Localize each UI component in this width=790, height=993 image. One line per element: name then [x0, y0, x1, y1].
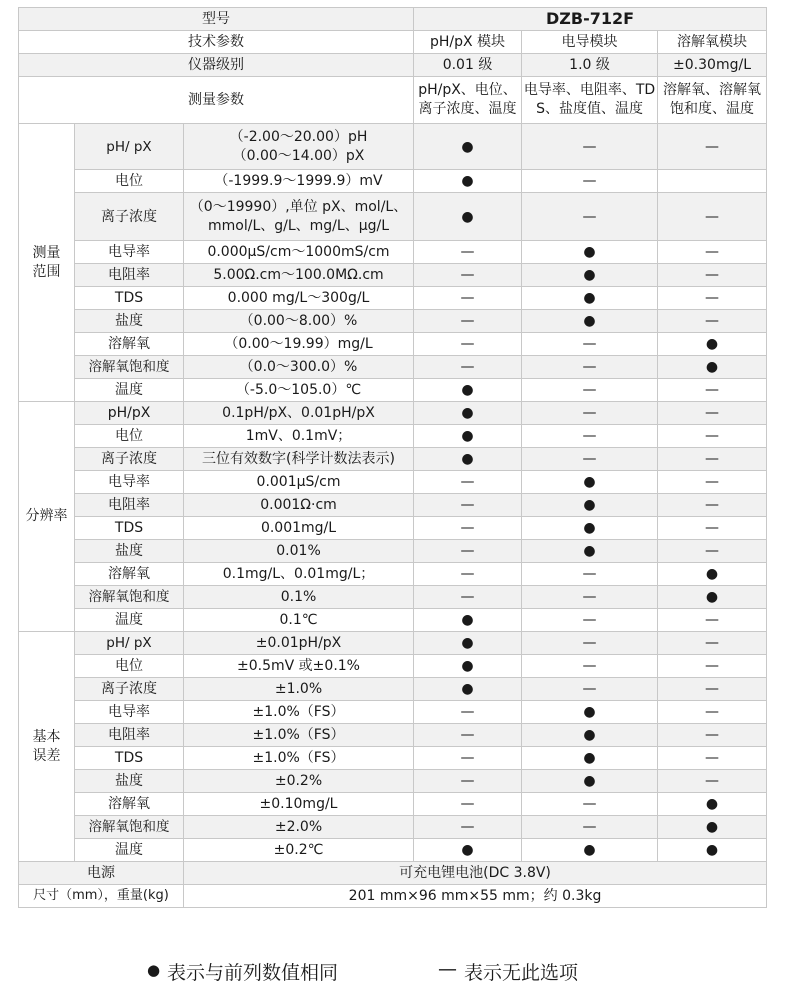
mark-ph: ●: [414, 839, 522, 862]
mark-oxygen: —: [658, 724, 767, 747]
mark-conductivity: ●: [522, 747, 658, 770]
mark-conductivity: ●: [522, 494, 658, 517]
table-row: [19, 540, 767, 563]
mark-oxygen: —: [658, 747, 767, 770]
power-label: 电源: [19, 862, 184, 885]
mark-ph: —: [414, 494, 522, 517]
mark-oxygen: ●: [658, 356, 767, 379]
legend-dot-text: 表示与前列数值相同: [167, 962, 339, 984]
mark-oxygen: ●: [658, 816, 767, 839]
mark-oxygen: —: [658, 540, 767, 563]
value-cell: 0.001μS/cm: [184, 471, 414, 494]
mark-oxygen: ●: [658, 586, 767, 609]
param-cell: 电阻率: [75, 264, 184, 287]
table-row: [19, 124, 767, 170]
table-row: [19, 448, 767, 471]
mark-conductivity: ●: [522, 724, 658, 747]
value-cell: （-5.0～105.0）℃: [184, 379, 414, 402]
mark-conductivity: —: [522, 356, 658, 379]
table-row: [19, 310, 767, 333]
spec-table: [18, 7, 767, 908]
mark-oxygen: —: [658, 471, 767, 494]
table-row: [19, 793, 767, 816]
mark-oxygen: ●: [658, 793, 767, 816]
measure-oxygen: 溶解氧、溶解氧饱和度、温度: [658, 77, 767, 124]
legend-dash-text: 表示无此选项: [464, 962, 579, 984]
mark-conductivity: —: [522, 816, 658, 839]
tech-label: 技术参数: [19, 31, 414, 54]
mark-ph: —: [414, 287, 522, 310]
table-row: [19, 632, 767, 655]
value-cell: ±0.01pH/pX: [184, 632, 414, 655]
table-row: [19, 655, 767, 678]
size-row: [19, 885, 767, 908]
param-cell: 溶解氧: [75, 333, 184, 356]
param-cell: 盐度: [75, 310, 184, 333]
param-cell: TDS: [75, 747, 184, 770]
param-cell: 温度: [75, 609, 184, 632]
table-row: [19, 356, 767, 379]
mark-ph: —: [414, 471, 522, 494]
mark-oxygen: —: [658, 701, 767, 724]
table-row: [19, 517, 767, 540]
mark-oxygen: —: [658, 609, 767, 632]
mark-ph: ●: [414, 402, 522, 425]
mark-oxygen: ●: [658, 333, 767, 356]
module-ph: pH/pX 模块: [414, 31, 522, 54]
mark-ph: —: [414, 563, 522, 586]
table-row: [19, 724, 767, 747]
mark-oxygen: —: [658, 448, 767, 471]
param-cell: 电位: [75, 425, 184, 448]
mark-conductivity: ●: [522, 770, 658, 793]
value-cell: 0.1pH/pX、0.01pH/pX: [184, 402, 414, 425]
mark-ph: ●: [414, 655, 522, 678]
mark-ph: —: [414, 356, 522, 379]
mark-conductivity: —: [522, 402, 658, 425]
value-cell: 三位有效数字(科学计数法表示): [184, 448, 414, 471]
mark-oxygen: [658, 170, 767, 193]
mark-oxygen: —: [658, 310, 767, 333]
mark-oxygen: —: [658, 632, 767, 655]
value-cell: 0.000μS/cm～1000mS/cm: [184, 241, 414, 264]
mark-oxygen: —: [658, 264, 767, 287]
mark-conductivity: —: [522, 793, 658, 816]
value-cell: （0.00～19.99）mg/L: [184, 333, 414, 356]
param-cell: TDS: [75, 517, 184, 540]
mark-oxygen: —: [658, 402, 767, 425]
param-cell: pH/ pX: [75, 632, 184, 655]
value-cell: （0.00～8.00）%: [184, 310, 414, 333]
mark-conductivity: —: [522, 379, 658, 402]
value-cell: 0.1mg/L、0.01mg/L；: [184, 563, 414, 586]
mark-oxygen: —: [658, 655, 767, 678]
param-cell: 盐度: [75, 770, 184, 793]
mark-oxygen: —: [658, 379, 767, 402]
table-row: [19, 701, 767, 724]
param-cell: 电导率: [75, 701, 184, 724]
param-cell: 电位: [75, 170, 184, 193]
spec-table-body: [19, 8, 767, 862]
mark-oxygen: —: [658, 770, 767, 793]
table-row: [19, 609, 767, 632]
mark-conductivity: —: [522, 448, 658, 471]
measure-conductivity: 电导率、电阻率、TDS、盐度值、温度: [522, 77, 658, 124]
mark-conductivity: —: [522, 425, 658, 448]
table-row: [19, 287, 767, 310]
mark-oxygen: —: [658, 494, 767, 517]
value-cell: ±1.0%（FS）: [184, 724, 414, 747]
section-label: 测量 范围: [19, 124, 75, 402]
mark-oxygen: —: [658, 241, 767, 264]
table-row: [19, 816, 767, 839]
mark-conductivity: —: [522, 333, 658, 356]
value-cell: 0.001mg/L: [184, 517, 414, 540]
value-cell: ±0.10mg/L: [184, 793, 414, 816]
table-row: [19, 402, 767, 425]
power-value: 可充电锂电池(DC 3.8V): [184, 862, 767, 885]
mark-ph: ●: [414, 193, 522, 241]
table-row: [19, 379, 767, 402]
table-row: [19, 678, 767, 701]
mark-ph: ●: [414, 632, 522, 655]
table-row: [19, 170, 767, 193]
value-cell: （0～19990）,单位 pX、mol/L、mmol/L、g/L、mg/L、μg/L: [184, 193, 414, 241]
mark-conductivity: —: [522, 193, 658, 241]
grade-oxygen: ±0.30mg/L: [658, 54, 767, 77]
mark-ph: ●: [414, 379, 522, 402]
mark-conductivity: —: [522, 678, 658, 701]
table-row: [19, 770, 767, 793]
param-cell: 温度: [75, 379, 184, 402]
value-cell: （-1999.9～1999.9）mV: [184, 170, 414, 193]
mark-ph: —: [414, 517, 522, 540]
measure-row: [19, 77, 767, 124]
value-cell: 0.1℃: [184, 609, 414, 632]
mark-oxygen: —: [658, 678, 767, 701]
mark-conductivity: ●: [522, 287, 658, 310]
mark-oxygen: —: [658, 425, 767, 448]
mark-conductivity: ●: [522, 241, 658, 264]
power-row: [19, 862, 767, 885]
mark-ph: —: [414, 816, 522, 839]
size-label: 尺寸（mm），重量(kg): [19, 885, 184, 908]
mark-ph: ●: [414, 425, 522, 448]
mark-oxygen: —: [658, 517, 767, 540]
param-cell: 溶解氧: [75, 793, 184, 816]
spec-table-footer: [19, 862, 767, 908]
section-label: 分辨率: [19, 402, 75, 632]
table-row: [19, 264, 767, 287]
value-cell: ±0.2%: [184, 770, 414, 793]
value-cell: 0.1%: [184, 586, 414, 609]
table-row: [19, 586, 767, 609]
param-cell: 电导率: [75, 241, 184, 264]
mark-ph: ●: [414, 170, 522, 193]
value-cell: 0.01%: [184, 540, 414, 563]
mark-conductivity: —: [522, 655, 658, 678]
mark-conductivity: —: [522, 124, 658, 170]
mark-ph: —: [414, 747, 522, 770]
table-row: [19, 333, 767, 356]
mark-conductivity: ●: [522, 540, 658, 563]
param-cell: 电阻率: [75, 724, 184, 747]
value-cell: ±1.0%（FS）: [184, 747, 414, 770]
param-cell: 离子浓度: [75, 678, 184, 701]
mark-oxygen: —: [658, 193, 767, 241]
param-cell: 盐度: [75, 540, 184, 563]
mark-oxygen: ●: [658, 563, 767, 586]
tech-row: [19, 31, 767, 54]
mark-conductivity: ●: [522, 264, 658, 287]
value-cell: ±2.0%: [184, 816, 414, 839]
grade-ph: 0.01 级: [414, 54, 522, 77]
model-row: [19, 8, 767, 31]
table-row: [19, 747, 767, 770]
table-row: [19, 839, 767, 862]
grade-label: 仪器级别: [19, 54, 414, 77]
grade-conductivity: 1.0 级: [522, 54, 658, 77]
mark-conductivity: ●: [522, 310, 658, 333]
mark-ph: ●: [414, 609, 522, 632]
mark-ph: —: [414, 724, 522, 747]
param-cell: 电阻率: [75, 494, 184, 517]
measure-label: 测量参数: [19, 77, 414, 124]
mark-conductivity: ●: [522, 701, 658, 724]
section-label: 基本 误差: [19, 632, 75, 862]
table-row: [19, 494, 767, 517]
param-cell: 温度: [75, 839, 184, 862]
mark-ph: ●: [414, 448, 522, 471]
mark-ph: ●: [414, 678, 522, 701]
mark-conductivity: ●: [522, 839, 658, 862]
mark-oxygen: —: [658, 287, 767, 310]
measure-ph: pH/pX、电位、离子浓度、温度: [414, 77, 522, 124]
legend: [0, 958, 790, 986]
model-label: 型号: [19, 8, 414, 31]
mark-conductivity: —: [522, 609, 658, 632]
param-cell: pH/ pX: [75, 124, 184, 170]
mark-ph: —: [414, 310, 522, 333]
param-cell: 电导率: [75, 471, 184, 494]
value-cell: 0.001Ω·cm: [184, 494, 414, 517]
module-conductivity: 电导模块: [522, 31, 658, 54]
param-cell: pH/pX: [75, 402, 184, 425]
table-row: [19, 425, 767, 448]
mark-ph: —: [414, 540, 522, 563]
value-cell: 0.000 mg/L～300g/L: [184, 287, 414, 310]
size-value: 201 mm×96 mm×55 mm；约 0.3kg: [184, 885, 767, 908]
legend-dot-symbol: ●: [147, 961, 161, 979]
model-value: DZB-712F: [414, 8, 767, 31]
mark-conductivity: —: [522, 632, 658, 655]
param-cell: 溶解氧饱和度: [75, 356, 184, 379]
table-row: [19, 241, 767, 264]
mark-ph: —: [414, 241, 522, 264]
param-cell: TDS: [75, 287, 184, 310]
mark-conductivity: ●: [522, 517, 658, 540]
legend-dash-symbol: —: [438, 958, 457, 980]
mark-ph: —: [414, 264, 522, 287]
param-cell: 溶解氧饱和度: [75, 816, 184, 839]
value-cell: ±0.5mV 或±0.1%: [184, 655, 414, 678]
param-cell: 电位: [75, 655, 184, 678]
param-cell: 溶解氧: [75, 563, 184, 586]
table-row: [19, 471, 767, 494]
table-row: [19, 193, 767, 241]
table-row: [19, 563, 767, 586]
value-cell: 5.00Ω.cm～100.0MΩ.cm: [184, 264, 414, 287]
grade-row: [19, 54, 767, 77]
value-cell: ±1.0%（FS）: [184, 701, 414, 724]
mark-oxygen: —: [658, 124, 767, 170]
mark-ph: —: [414, 793, 522, 816]
mark-ph: —: [414, 586, 522, 609]
mark-ph: —: [414, 333, 522, 356]
mark-conductivity: —: [522, 586, 658, 609]
mark-ph: —: [414, 770, 522, 793]
mark-conductivity: —: [522, 563, 658, 586]
param-cell: 离子浓度: [75, 448, 184, 471]
mark-oxygen: ●: [658, 839, 767, 862]
param-cell: 溶解氧饱和度: [75, 586, 184, 609]
mark-ph: ●: [414, 124, 522, 170]
value-cell: ±0.2℃: [184, 839, 414, 862]
value-cell: 1mV、0.1mV；: [184, 425, 414, 448]
module-oxygen: 溶解氧模块: [658, 31, 767, 54]
mark-ph: —: [414, 701, 522, 724]
value-cell: （0.0～300.0）%: [184, 356, 414, 379]
mark-conductivity: —: [522, 170, 658, 193]
value-cell: （-2.00～20.00）pH （0.00～14.00）pX: [184, 124, 414, 170]
value-cell: ±1.0%: [184, 678, 414, 701]
mark-conductivity: ●: [522, 471, 658, 494]
param-cell: 离子浓度: [75, 193, 184, 241]
